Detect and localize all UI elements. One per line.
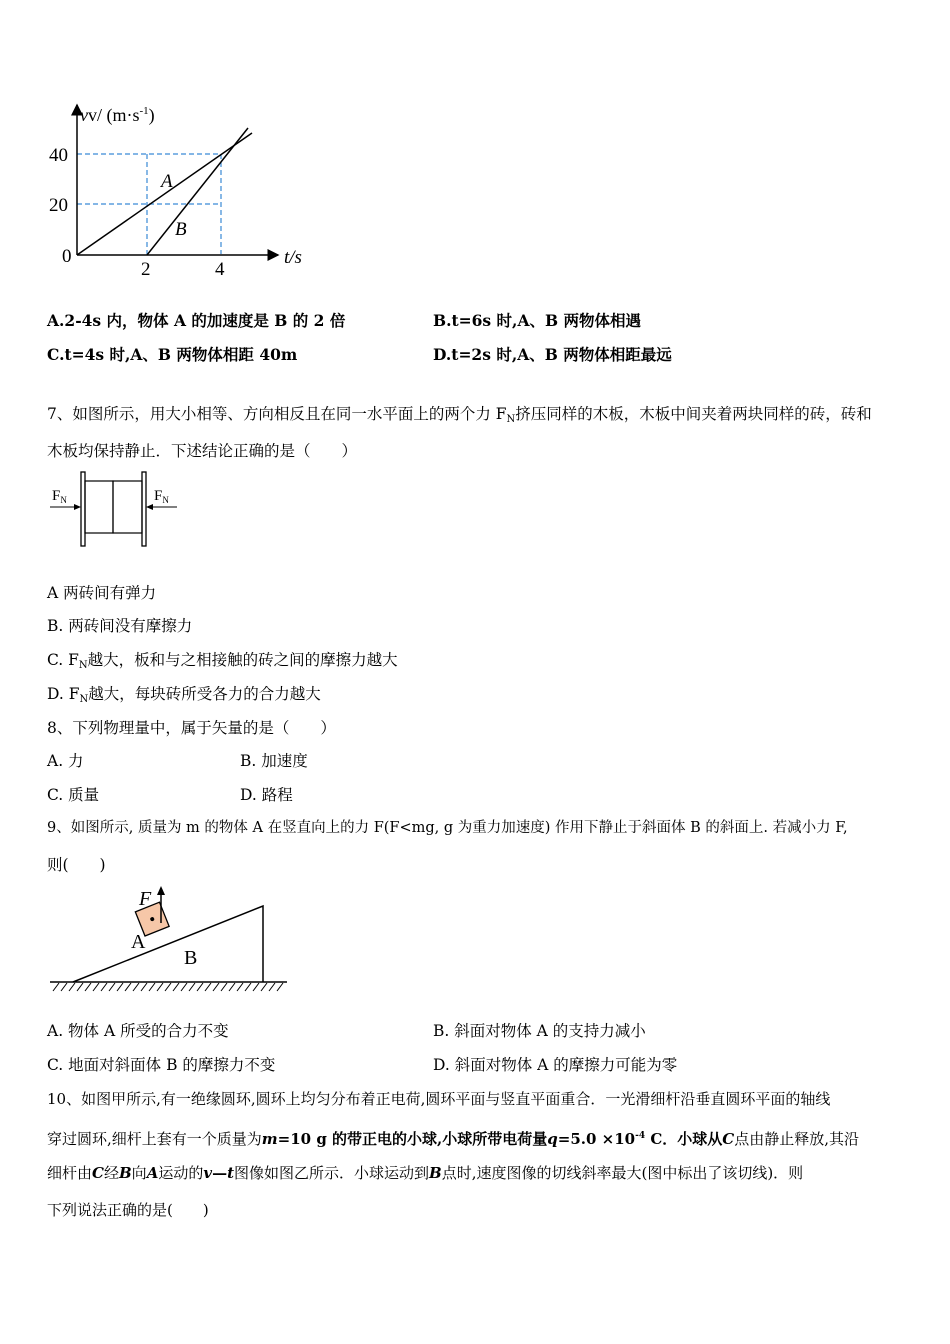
x-tick-2: 2: [141, 259, 151, 280]
x-tick-4: 4: [215, 259, 225, 280]
brick-board-figure: [45, 470, 180, 550]
block-a-label: A: [131, 931, 146, 953]
q6-option-b[interactable]: B.t=6s 时,A、B 两物体相遇: [433, 311, 641, 330]
wedge-b-label: B: [184, 947, 198, 969]
q8-option-b[interactable]: B. 加速度: [240, 752, 308, 770]
q7-option-b[interactable]: B. 两砖间没有摩擦力: [47, 617, 193, 635]
q8-option-c[interactable]: C. 质量: [47, 786, 100, 804]
velocity-time-graph: [40, 95, 330, 285]
q6-option-c[interactable]: C.t=4s 时,A、B 两物体相距 40m: [47, 345, 298, 364]
q9-option-b[interactable]: B. 斜面对物体 A 的支持力减小: [433, 1022, 646, 1040]
q9-stem-line2: 则( ): [47, 856, 106, 874]
q7-option-d[interactable]: D. $F_N$越大，每块砖所受各力的合力越大: [47, 685, 321, 705]
line-b-label: B: [175, 219, 187, 240]
q7-stem-line1: 7、如图所示，用大小相等、方向相反且在同一水平面上的两个力 $F_N$挤压同样的木板，木板中间夹着两块同样的砖，砖和: [47, 405, 872, 425]
series-a-line: [77, 133, 252, 255]
y-axis-label: vv/ $(m\cdot s^{-1})$: [80, 105, 155, 125]
x-axis-label: t/s: [284, 247, 302, 268]
y-tick-20: 20: [49, 195, 68, 216]
q8-option-a[interactable]: A. 力: [47, 752, 84, 770]
line-a-label: A: [161, 171, 173, 192]
q7-option-c[interactable]: C. $F_N$越大，板和与之相接触的砖之间的摩擦力越大: [47, 651, 398, 671]
q9-option-c[interactable]: C. 地面对斜面体 B 的摩擦力不变: [47, 1056, 276, 1074]
q10-stem-line3: 细杆由C经B向A运动的v—t图像如图乙所示．小球运动到B点时,速度图像的切线斜率最大(图中标出了该切线)．则: [47, 1164, 804, 1182]
q10-stem-line4: 下列说法正确的是( ): [47, 1201, 209, 1219]
q6-option-d[interactable]: D.t=2s 时,A、B 两物体相距最远: [433, 345, 672, 364]
q6-option-a[interactable]: A.2-4s 内，物体 A 的加速度是 B 的 2 倍: [47, 311, 346, 330]
q9-option-d[interactable]: D. 斜面对物体 A 的摩擦力可能为零: [433, 1056, 678, 1074]
y-tick-0: 0: [62, 246, 72, 267]
q9-stem-line1: 9、如图所示, 质量为 m 的物体 A 在竖直向上的力 F(F<mg, g 为重力加速度) 作用下静止于斜面体 B 的斜面上. 若减小力 F,: [47, 820, 848, 836]
q10-stem-line1: 10、如图甲所示,有一绝缘圆环,圆环上均匀分布着正电荷,圆环平面与竖直平面重合．一光滑细杆沿垂直圆环平面的轴线: [47, 1090, 831, 1108]
q7-option-a[interactable]: A 两砖间有弹力: [47, 584, 157, 602]
q7-stem-line2: 木板均保持静止．下述结论正确的是（ ）: [47, 442, 358, 460]
y-tick-40: 40: [49, 145, 68, 166]
q10-stem-line2: 穿过圆环,细杆上套有一个质量为m=10 g 的带正电的小球,小球所带电荷量$q=5.0 \times 10^{-4}$ C．小球从C点由静止释放,其沿: [47, 1130, 860, 1148]
q8-stem: 8、下列物理量中，属于矢量的是（ ）: [47, 719, 336, 737]
force-f-label: F: [139, 888, 152, 910]
q9-option-a[interactable]: A. 物体 A 所受的合力不变: [47, 1022, 229, 1040]
q8-option-d[interactable]: D. 路程: [240, 786, 293, 804]
force-label-left: $F_N$: [52, 488, 67, 505]
force-label-right: $F_N$: [154, 488, 169, 505]
incline-figure: [45, 880, 295, 1000]
